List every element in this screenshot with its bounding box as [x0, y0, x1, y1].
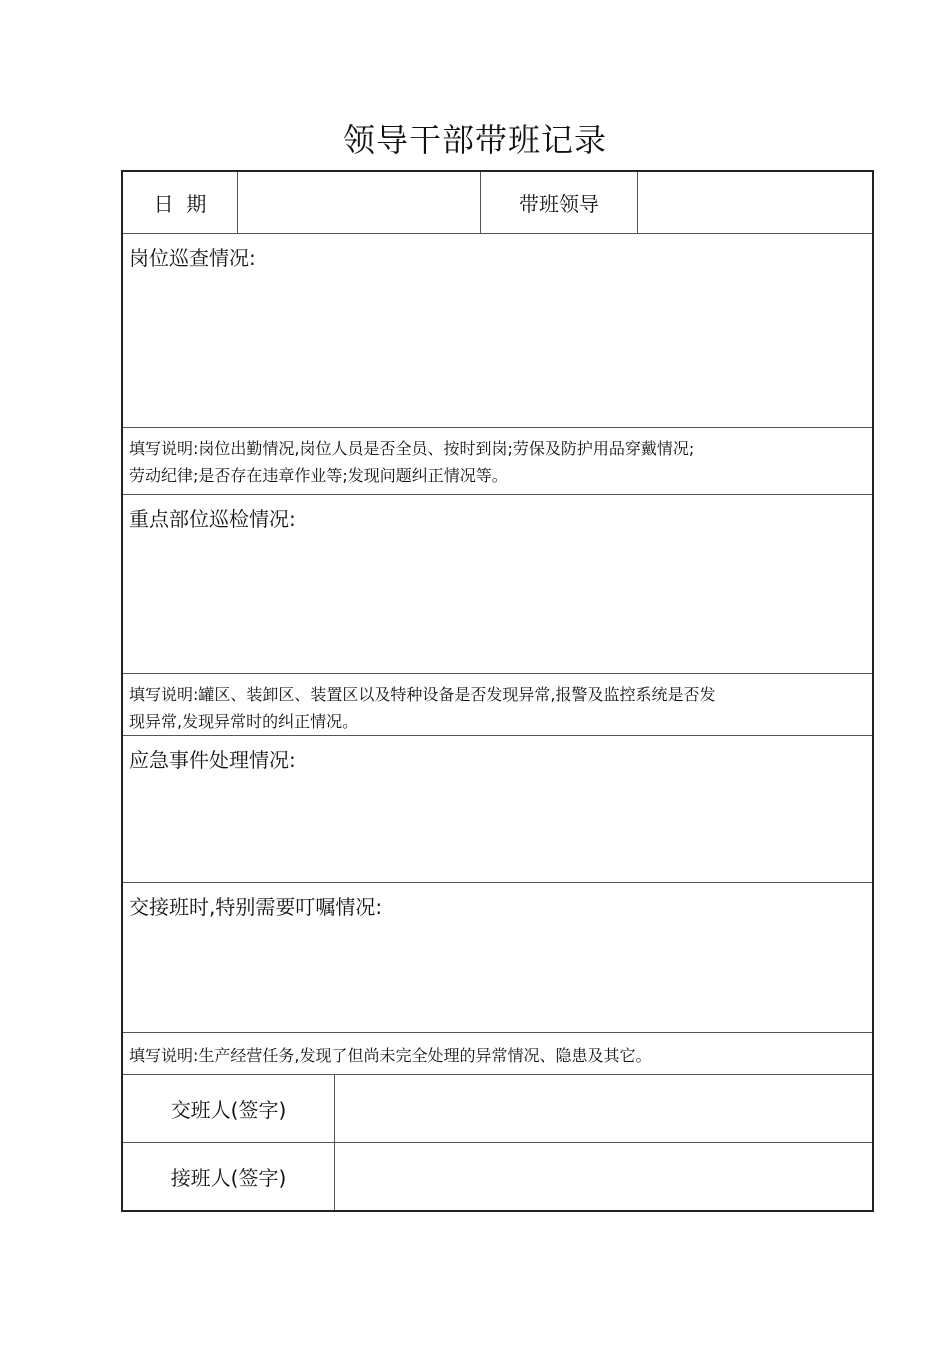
key-area-note-line-1: 填写说明:罐区、装卸区、装置区以及特种设备是否发现异常,报警及监控系统是否发 — [129, 685, 716, 704]
handover-note-text: 填写说明:生产经营任务,发现了但尚未完全处理的异常情况、隐患及其它。 — [129, 1046, 652, 1065]
key-area-note-text — [129, 681, 812, 735]
takeover-signature-label: 接班人(签字) — [170, 1166, 287, 1190]
takeover-signature-field[interactable] — [335, 1143, 872, 1210]
page-title: 领导干部带班记录 — [342, 121, 607, 159]
key-area-heading: 重点部位巡检情况: — [129, 507, 296, 531]
leader-label-cell — [481, 172, 638, 233]
handover-signature-field[interactable] — [335, 1075, 872, 1142]
post-patrol-note-line-2: 劳动纪律;是否存在违章作业等;发现问题纠正情况等。 — [129, 466, 508, 485]
takeover-signature-row — [123, 1143, 872, 1210]
key-area-section[interactable] — [123, 495, 872, 674]
emergency-heading: 应急事件处理情况: — [129, 748, 296, 772]
handover-note — [123, 1033, 872, 1075]
emergency-section[interactable] — [123, 736, 872, 883]
key-area-note — [123, 674, 872, 736]
handover-heading: 交接班时,特别需要叮嘱情况: — [129, 895, 383, 919]
date-field[interactable] — [238, 172, 481, 233]
key-area-note-line-2: 现异常,发现异常时的纠正情况。 — [129, 712, 359, 731]
takeover-signature-label-cell — [123, 1143, 335, 1210]
leader-label: 带班领导 — [519, 192, 599, 216]
post-patrol-note-line-1: 填写说明:岗位出勤情况,岗位人员是否全员、按时到岗;劳保及防护用品穿戴情况; — [129, 439, 695, 458]
handover-section[interactable] — [123, 883, 872, 1033]
handover-signature-label-cell — [123, 1075, 335, 1142]
handover-signature-label: 交班人(签字) — [170, 1098, 287, 1122]
date-label-cell — [123, 172, 238, 233]
date-label: 日 期 — [153, 192, 207, 216]
handover-signature-row — [123, 1075, 872, 1143]
post-patrol-note-text — [129, 435, 812, 489]
shift-record-form — [121, 170, 874, 1212]
post-patrol-section[interactable] — [123, 234, 872, 428]
header-row — [123, 172, 872, 234]
post-patrol-note — [123, 428, 872, 495]
leader-field[interactable] — [638, 172, 872, 233]
post-patrol-heading: 岗位巡查情况: — [129, 246, 256, 270]
